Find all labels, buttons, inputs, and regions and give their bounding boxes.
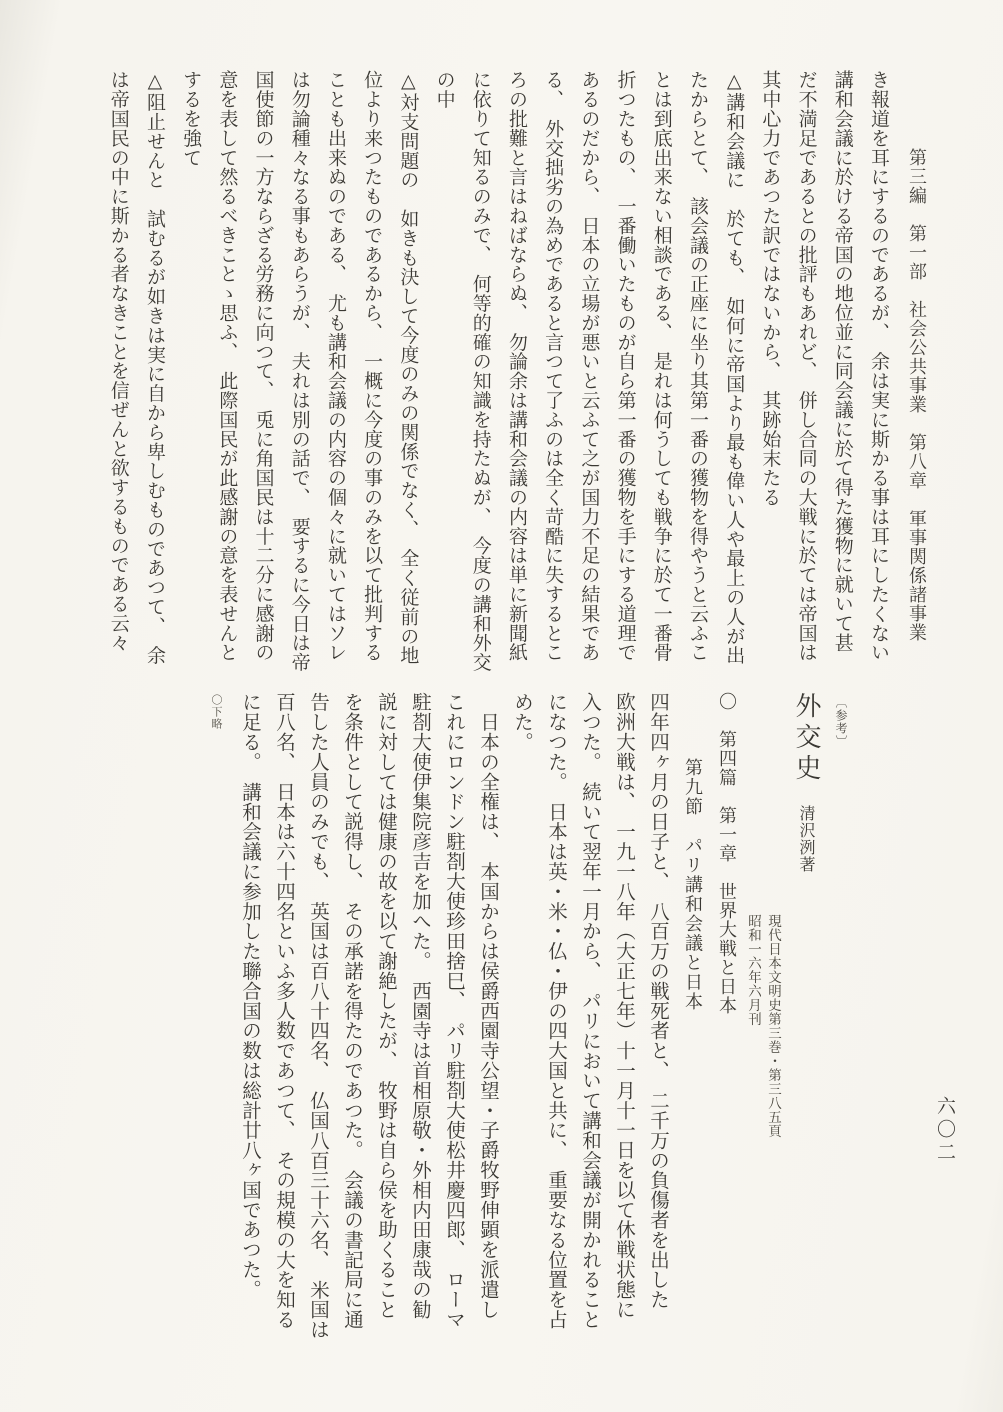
text-column: とは到底出来ない相談である、 是れは何うしても戦争に於て一番骨 [650,70,673,662]
section-heading: 〇 第四篇 第一章 世界大戦と日本 [716,692,737,1015]
text-column: 駐剳大使伊集院彦吉を加へた。 西園寺は首相原敬・外相内田康哉の勧 [409,692,432,1320]
text-column: 其中心力であつた訳ではないから、 其跡始末たる [759,70,782,507]
text-column: 国使節の一方ならざる労務に向つて、 兎に角国民は十二分に感謝の [252,70,275,662]
text-column: になつた。 日本は英・米・仏・伊の四大国と共に、 重要なる位置を占 [545,692,568,1330]
text-column: 入つた。 続いて翌年一月から、 パリにおいて講和会議が開かれること [579,692,602,1330]
text-column: 四年四ヶ月の日子と、 八百万の戦死者と、 二千万の負傷者を出した [647,692,670,1310]
text-column: めた。 [511,692,534,752]
text-column: 欧洲大戦は、 一九一八年（大正七年）十一月十一日を以て休戦状態に [613,692,636,1320]
upper-text-block [101,70,897,690]
text-column: 位より来つたものであるから、 一概に今度の事のみを以て批判する [361,70,384,662]
text-column: ことも出来ぬのである、 尤も講和会議の内容の個々に就いてはソレ [324,70,347,662]
reference-source [743,692,783,1340]
text-column: る、 外交拙劣の為めであると言つて了ふのは全く苛酷に失するとこ [542,70,565,662]
text-column: 百八名、 日本は六十四名といふ多人数であつて、 その規模の大を知る [273,692,296,1330]
text-column: 意を表して然るべきことゝ思ふ、 此際国民が此感謝の意を表せんと [216,70,239,662]
text-column: だ不満足であるとの批評もあれど、 併し合同の大戦に於ては帝国は [795,70,818,662]
text-column: に依りて知るのみで、 何等的確の知識を持たぬが、 今度の講和外交 [469,70,492,672]
text-column: あるのだから、 日本の立場が悪いと云ふて之が国力不足の結果であ [578,70,601,662]
text-column: するを強て [180,70,203,167]
text-column: の中 [433,70,456,109]
text-column: は勿論種々なる事もあらうが、 夫れは別の話で、 要するに今日は帝 [288,70,311,672]
text-column: は帝国民の中に斯かる者なきことを信ぜんと欲するものである云々 [107,70,130,652]
text-column: 折つたもの、 一番働いたものが自ら第一番の獲物を手にする道理で [614,70,637,662]
text-column: 告した人員のみでも、 英国は百八十四名、 仏国八百三十六名、 米国は [307,692,330,1340]
text-column: 講和会議に於ける帝国の地位並に同会議に於て得た獲物に就いて甚 [831,70,854,652]
text-column: △対支問題の 如きも決して今度のみの関係でなく、 全く従前の地 [397,70,420,665]
text-column: たからとて、 該会議の正座に坐り其第一番の獲物を得やうと云ふこ [686,70,709,662]
margin-note: 〇下略 [210,694,223,730]
subsection-heading: 第九節 パリ講和会議と日本 [682,758,703,1012]
title-author-gap [795,785,818,805]
reference-author: 清沢洌著 [797,804,816,873]
running-head: 第三編 第一部 社会公共事業 第八章 軍事関係諸事業 [906,148,927,642]
reference-title-line [783,692,829,1340]
reference-source-date: 昭和一六年六月刊 [745,914,761,1026]
reference-block [233,692,853,1340]
page-number: 六〇二 [934,1096,956,1165]
reference-title: 外交史 [791,692,821,785]
text-column: △講和会議に 於ても、 如何に帝国より最も偉い人や最上の人が出 [723,70,746,665]
text-column: ろの批難と言はねばならぬ、 勿論余は講和会議の内容は単に新聞紙 [505,70,528,662]
reference-source-volume: 現代日本文明史第三巻・第三八五頁 [765,914,781,1138]
text-column: を条件として説得し、 その承諾を得たのであつた。 会議の書記局に通 [341,692,364,1330]
text-column: これにロンドン駐剳大使珍田捨巳、 パリ駐剳大使松井慶四郎、 ローマ [443,692,466,1330]
text-column: 説に対しては健康の故を以て謝絶したが、 牧野は自ら侯を助くること [375,692,398,1320]
reference-tag: 〔参考〕 [834,696,848,748]
text-column: 日本の全権は、 本国からは侯爵西園寺公望・子爵牧野伸顕を派遣し [477,692,500,1320]
text-column: △阻止せんと 試むるが如きは実に自から卑しむものであつて、 余 [143,70,166,665]
text-column: に足る。 講和会議に参加した聯合国の数は総計廿八ヶ国であつた。 [239,692,262,1300]
text-column: き報道を耳にするのであるが、 余は実に斯かる事は耳にしたくない [868,70,890,662]
